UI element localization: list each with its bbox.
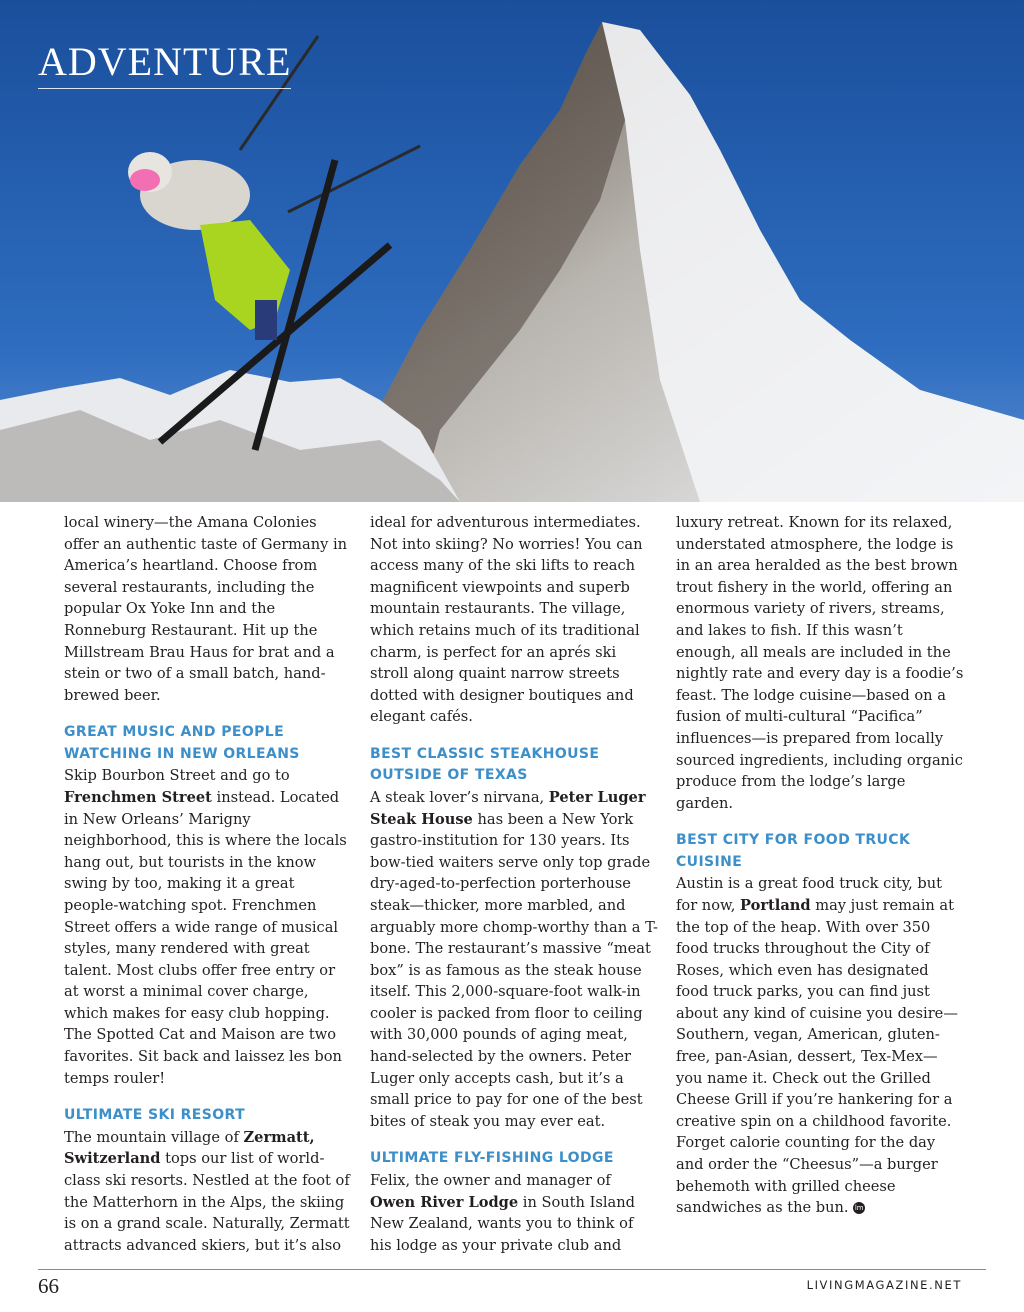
steakhouse-paragraph bbox=[370, 787, 658, 1133]
ski-resort-paragraph bbox=[64, 1127, 352, 1257]
text-run: in South Island New Zealand, wants you to think of his lodge as your private club and bbox=[370, 1193, 635, 1254]
site-url: LIVINGMAGAZINE.NET bbox=[806, 1278, 962, 1292]
subhead-steakhouse bbox=[370, 744, 658, 787]
new-orleans-paragraph bbox=[64, 765, 352, 1089]
bold-place: Zermatt, Switzerland bbox=[64, 1128, 315, 1168]
text-run: The mountain village of bbox=[64, 1128, 244, 1146]
article-column-2 bbox=[370, 512, 658, 1256]
text-run: has been a New York gastro-institution for 130 years. Its bow-tied waiters serve only top grade dry-aged-to-perfection porterhouse steak—thicker, more marbled, and arguably more chomp-worthy than a T-bone. The restaurant’s massive “meat box” is as famous as the steak house itself. This 2,000-square-foot walk-in cooler is packed from floor to ceiling with 30,000 pounds of aging meat, hand-selected by the owners. Peter Luger only accepts cash, but it’s a small price to pay for one of the best bites of steak you may ever eat. bbox=[370, 810, 658, 1130]
subhead-line: ULTIMATE SKI RESORT bbox=[64, 1107, 246, 1124]
text-run: may just remain at the top of the heap. With over 350 food trucks throughout the City of Roses, which even has designated food truck parks, you can find just about any kind of cuisine you desire—Southern, vegan, American, gluten-free, pan-Asian, dessert, Tex-Mex—you name it. Check out the Grilled Cheese Grill if you’re hankering for a creative spin on a childhood favorite. Forget calorie counting for the day and order the “Cheesus”—a burger behemoth with grilled cheese sandwiches as the bun. bbox=[676, 896, 958, 1217]
page-number: 66 bbox=[38, 1274, 59, 1298]
intro-paragraph: luxury retreat. Known for its relaxed, understated atmosphere, the lodge is in an area heralded as the best brown trout fishery in the world, offering an enormous variety of rivers, streams, and lakes to fish. If this wasn’t enough, all meals are included in the nightly rate and every day is a foodie’s feast. The lodge cuisine—based on a fusion of multi-cultural “Pacifica” influences—is prepared from locally sourced ingredients, including organic produce from the lodge’s large garden. bbox=[676, 514, 964, 812]
footer-divider bbox=[38, 1269, 986, 1270]
intro-paragraph: local winery—the Amana Colonies offer an authentic taste of Germany in America’s heartland. Choose from several restaurants, including the popular Ox Yoke Inn and the Ronneburg Restaurant. Hit up the Millstream Brau Haus for brat and a stein or two of a small batch, hand-brewed beer. bbox=[64, 514, 348, 704]
text-run: Felix, the owner and manager of bbox=[370, 1171, 611, 1189]
food-truck-paragraph bbox=[676, 873, 964, 1219]
bold-place: Peter Luger Steak House bbox=[370, 788, 646, 828]
text-run: Skip Bourbon Street and go to bbox=[64, 767, 290, 785]
hero-photo bbox=[0, 0, 1024, 502]
subhead-line: GREAT MUSIC AND PEOPLE bbox=[64, 724, 285, 741]
end-of-article-icon: lm bbox=[854, 1204, 864, 1213]
subhead-line: BEST CLASSIC STEAKHOUSE bbox=[370, 745, 600, 762]
article-column-1 bbox=[64, 512, 352, 1256]
text-run: A steak lover’s nirvana, bbox=[370, 788, 549, 806]
subhead-line: OUTSIDE OF TEXAS bbox=[370, 767, 528, 784]
intro-paragraph: ideal for adventurous intermediates. Not into skiing? No worries! You can access many of the ski lifts to reach magnificent viewpoints and superb mountain restaurants. The village, which retains much of its traditional charm, is perfect for an aprés ski stroll along quaint narrow streets dotted with designer boutiques and elegant cafés. bbox=[370, 514, 643, 726]
text-run: tops our list of world-class ski resorts. Nestled at the foot of the Matterhorn in the Alps, the skiing is on a grand scale. Naturally, Zermatt attracts advanced skiers, but it’s also bbox=[64, 1150, 350, 1254]
subhead-line: CUISINE bbox=[676, 853, 743, 870]
bold-place: Portland bbox=[740, 896, 811, 914]
subhead-new-orleans bbox=[64, 722, 352, 765]
subhead-line: ULTIMATE FLY-FISHING LODGE bbox=[370, 1150, 614, 1167]
subhead-fly-fishing bbox=[370, 1148, 658, 1170]
subhead-food-truck bbox=[676, 830, 964, 873]
subhead-line: WATCHING IN NEW ORLEANS bbox=[64, 745, 300, 762]
bold-place: Owen River Lodge bbox=[370, 1193, 519, 1211]
section-title: ADVENTURE bbox=[38, 40, 291, 89]
subhead-ski-resort bbox=[64, 1105, 352, 1127]
fly-fishing-paragraph bbox=[370, 1170, 658, 1256]
text-run: Austin is a great food truck city, but for now, bbox=[676, 875, 943, 914]
bold-place: Frenchmen Street bbox=[64, 788, 212, 806]
article-column-3 bbox=[676, 512, 964, 1219]
subhead-line: BEST CITY FOR FOOD TRUCK bbox=[676, 832, 911, 849]
text-run: instead. Located in New Orleans’ Marigny neighborhood, this is where the locals hang out, but tourists in the know swing by too, making it a great people-watching spot. Frenchmen Street offers a wide range of musical styles, many rendered with great talent. Most clubs offer free entry or at worst a minimal cover charge, which makes for easy club hopping. The Spotted Cat and Maison are two favorites. Sit back and laissez les bon temps rouler! bbox=[64, 788, 347, 1087]
